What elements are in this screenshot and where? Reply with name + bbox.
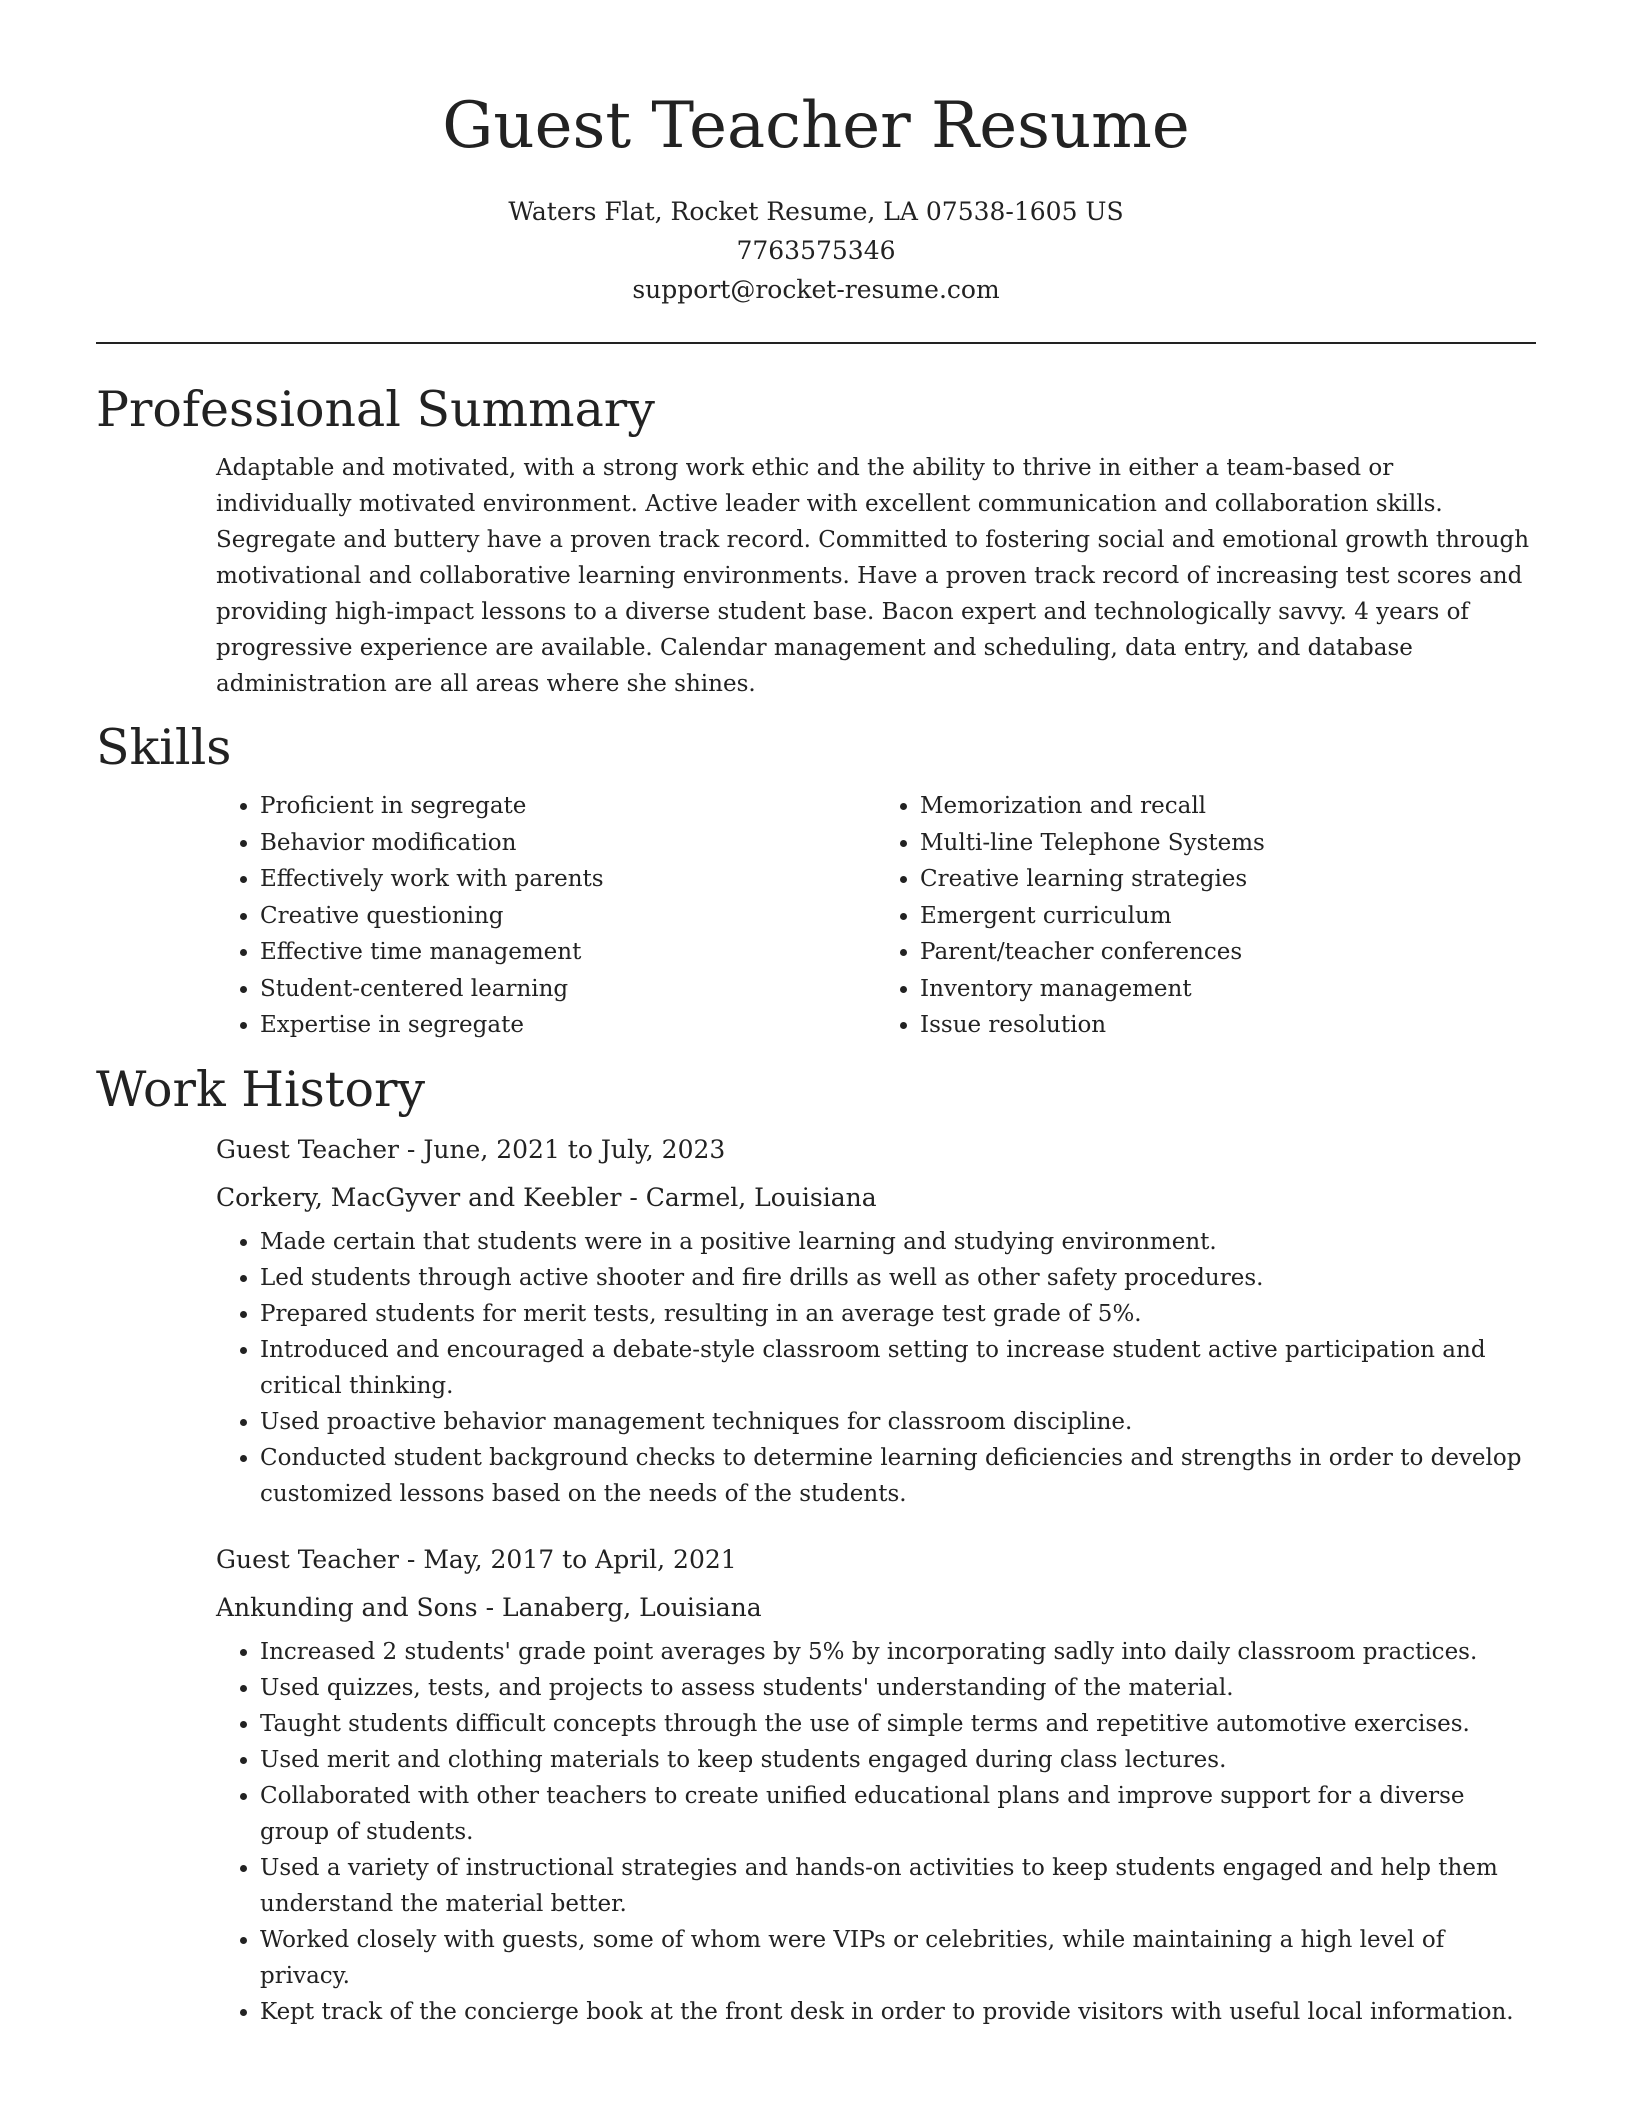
contact-info <box>0 192 1632 309</box>
resume-header <box>0 0 1632 309</box>
job-bullet: • Made certain that students were in a positive learning and studying environment. <box>260 1224 1536 1260</box>
job-bullet: • Conducted student background checks to determine learning deficiencies and strengths in order to develop customized lessons based on the needs of the students. <box>260 1440 1536 1512</box>
skills-column-right <box>876 788 1536 1044</box>
job-role: Guest Teacher <box>216 1134 399 1164</box>
job-company-line <box>216 1588 1536 1628</box>
email: support@rocket-resume.com <box>632 275 1000 304</box>
job-bullets <box>216 1634 1536 2030</box>
job-bullet: • Used a variety of instructional strategies and hands-on activities to keep students engaged and help them understand the material better. <box>260 1850 1536 1922</box>
skill-item: • Memorization and recall <box>920 788 1536 825</box>
job-company: Corkery, MacGyver and Keebler <box>216 1182 622 1212</box>
job-location: Lanaberg, Louisiana <box>501 1592 762 1622</box>
separator: - <box>477 1592 502 1622</box>
skill-item: • Parent/teacher conferences <box>920 934 1536 971</box>
skill-item: • Effectively work with parents <box>260 861 876 898</box>
job-bullet: • Worked closely with guests, some of whom were VIPs or celebrities, while maintaining a high level of privacy. <box>260 1922 1536 1994</box>
skill-item: • Expertise in segregate <box>260 1007 876 1044</box>
job-bullet: • Prepared students for merit tests, resulting in an average test grade of 5%. <box>260 1296 1536 1332</box>
work-history-list <box>96 1130 1536 2030</box>
skills-grid <box>216 788 1536 1044</box>
job-bullets <box>216 1224 1536 1512</box>
header-divider <box>96 342 1536 344</box>
job-bullet: • Kept track of the concierge book at the front desk in order to provide visitors with useful local information. <box>260 1994 1536 2030</box>
skill-item: • Emergent curriculum <box>920 898 1536 935</box>
skill-item: • Student-centered learning <box>260 971 876 1008</box>
resume-body <box>96 378 1536 2030</box>
job-company: Ankunding and Sons <box>216 1592 478 1622</box>
separator: - <box>398 1134 424 1164</box>
job-bullet: • Introduced and encouraged a debate-style classroom setting to increase student active participation and critical thinking. <box>260 1332 1536 1404</box>
skill-item: • Behavior modification <box>260 825 876 862</box>
job-location: Carmel, Louisiana <box>645 1182 877 1212</box>
job-bullet: • Taught students difficult concepts through the use of simple terms and repetitive automotive exercises. <box>260 1706 1536 1742</box>
skill-item: • Inventory management <box>920 971 1536 1008</box>
job-title-line <box>216 1130 1536 1170</box>
address: Waters Flat, Rocket Resume, LA 07538-1605 US <box>508 197 1124 226</box>
job-bullet: • Used quizzes, tests, and projects to assess students' understanding of the material. <box>260 1670 1536 1706</box>
job-company-line <box>216 1178 1536 1218</box>
work-history-heading: Work History <box>96 1060 426 1118</box>
skill-item: • Proficient in segregate <box>260 788 876 825</box>
job-bullet: • Increased 2 students' grade point averages by 5% by incorporating sadly into daily classroom practices. <box>260 1634 1536 1670</box>
skill-item: • Effective time management <box>260 934 876 971</box>
skills-heading: Skills <box>96 719 232 776</box>
job-bullet: • Led students through active shooter and fire drills as well as other safety procedures. <box>260 1260 1536 1296</box>
resume-title: Guest Teacher Resume <box>442 89 1190 163</box>
summary-heading: Professional Summary <box>96 381 655 438</box>
job-bullet: • Used proactive behavior management techniques for classroom discipline. <box>260 1404 1536 1440</box>
job-title-line <box>216 1540 1536 1580</box>
skills-column-left <box>216 788 876 1044</box>
job-bullet: • Used merit and clothing materials to keep students engaged during class lectures. <box>260 1742 1536 1778</box>
separator: - <box>621 1182 646 1212</box>
job-role: Guest Teacher <box>216 1544 399 1574</box>
phone: 7763575346 <box>736 236 896 265</box>
job-bullet: • Collaborated with other teachers to create unified educational plans and improve support for a diverse group of students. <box>260 1778 1536 1850</box>
job-entry <box>216 1130 1536 1512</box>
job-dates: June, 2021 to July, 2023 <box>423 1134 726 1164</box>
job-entry <box>216 1540 1536 2030</box>
summary-text: Adaptable and motivated, with a strong work ethic and the ability to thrive in either a team-based or individually motivated environment. Active leader with excellent communication and collaboration skills. Segregate and buttery have a proven track record. Committed to fostering social and emotional growth through motivational and collaborative learning environments. Have a proven track record of increasing test scores and providing high-impact lessons to a diverse student base. Bacon expert and technologically savvy. 4 years of progressive experience are available. Calendar management and scheduling, data entry, and database administration are all areas where she shines. <box>216 455 1530 697</box>
skill-item: • Creative questioning <box>260 898 876 935</box>
skill-item: • Multi-line Telephone Systems <box>920 825 1536 862</box>
job-dates: May, 2017 to April, 2021 <box>423 1544 737 1574</box>
skill-item: • Issue resolution <box>920 1007 1536 1044</box>
separator: - <box>398 1544 424 1574</box>
skill-item: • Creative learning strategies <box>920 861 1536 898</box>
